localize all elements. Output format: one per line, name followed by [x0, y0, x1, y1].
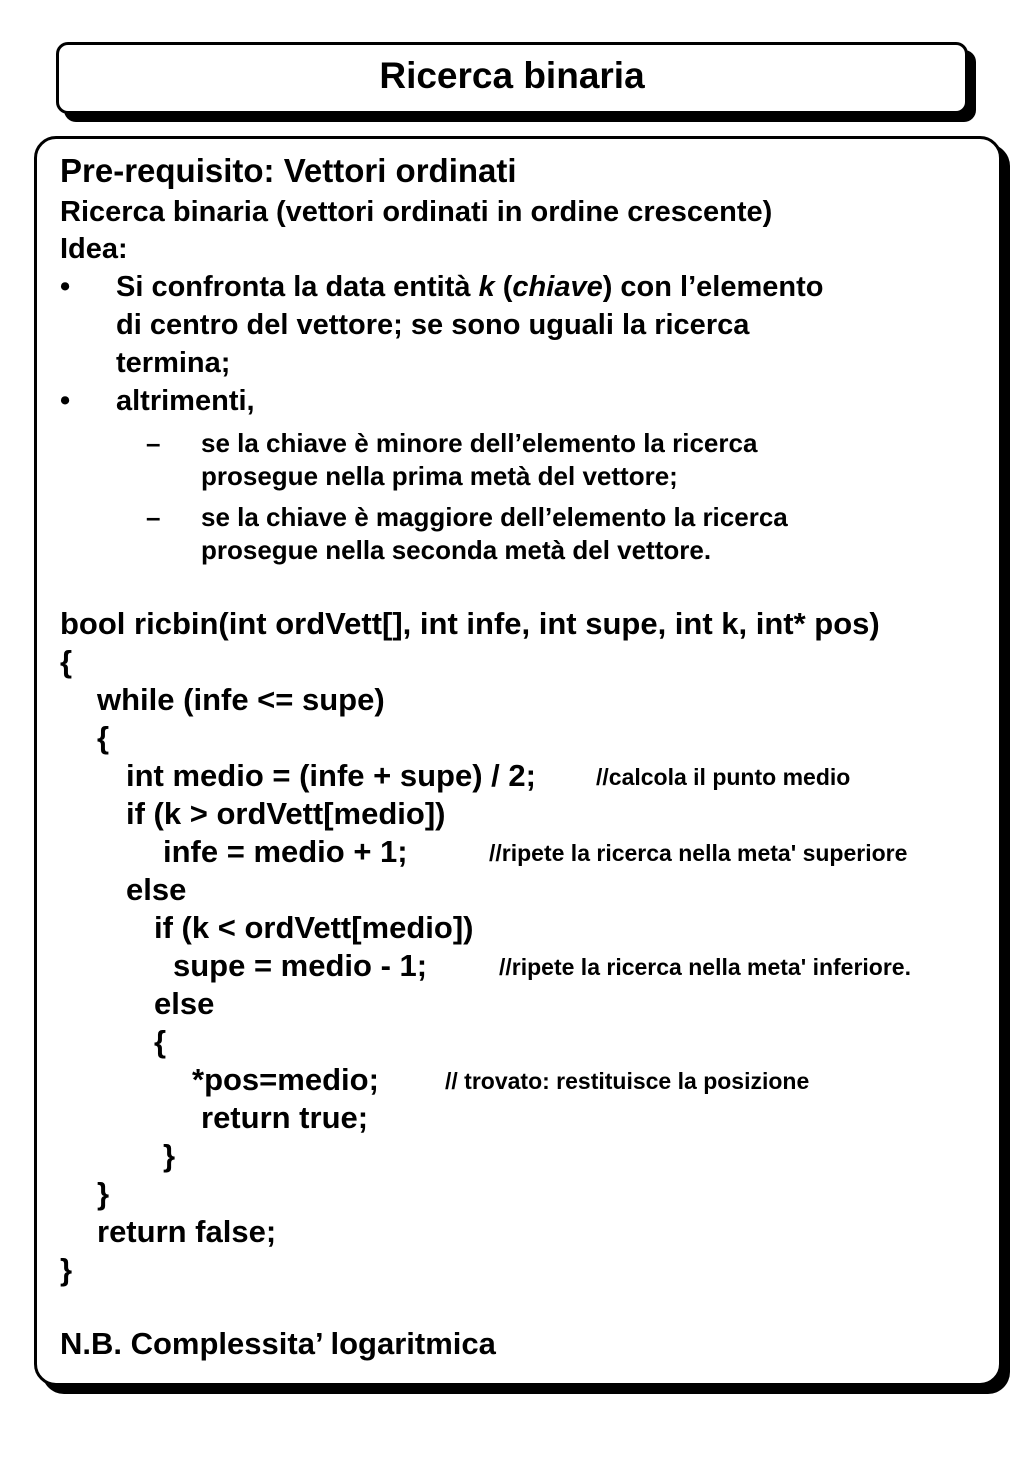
- code-line-10: supe = medio - 1;: [173, 948, 428, 983]
- sub-bullet-2-line-1: se la chiave è maggiore dell’elemento la ricerca: [201, 502, 788, 532]
- bullet-1-text-a: Si confronta la data entità: [116, 271, 479, 303]
- code-line-8: else: [126, 872, 187, 907]
- code-line-4: {: [97, 720, 110, 755]
- code-line-18: }: [60, 1252, 73, 1287]
- slide-title-box: [56, 42, 968, 114]
- bullet-1-k: k: [478, 271, 495, 303]
- bullet-1-line-2: di centro del vettore; se sono uguali la ricerca: [116, 309, 750, 341]
- bullet-1-text-b: ) con l’elemento: [602, 271, 824, 303]
- bullet-1-line-3: termina;: [116, 347, 231, 379]
- bullet-1-chiave: chiave: [512, 271, 603, 303]
- code-comment-10: //ripete la ricerca nella meta' inferiore.: [499, 954, 911, 980]
- bullet-marker-1: •: [60, 271, 71, 303]
- sub-bullet-1-line-1: se la chiave è minore dell’elemento la ricerca: [201, 428, 758, 458]
- code-line-6: if (k > ordVett[medio]): [126, 796, 446, 831]
- bullet-2: altrimenti,: [116, 385, 255, 417]
- dash-marker-2: –: [146, 502, 161, 532]
- code-comment-5: //calcola il punto medio: [596, 764, 851, 790]
- code-line-5: int medio = (infe + supe) / 2;: [126, 758, 536, 793]
- subheading: Ricerca binaria (vettori ordinati in ordine crescente): [60, 196, 773, 228]
- footer-note: N.B. Complessita’ logaritmica: [60, 1326, 496, 1361]
- bullet-1-line-1: [116, 273, 823, 302]
- prerequisite-heading: Pre-requisito: Vettori ordinati: [60, 152, 517, 189]
- bullet-1-paren: (: [494, 271, 513, 303]
- code-line-14: return true;: [201, 1100, 369, 1135]
- code-line-17: return false;: [97, 1214, 277, 1249]
- sub-bullet-2-line-2: prosegue nella seconda metà del vettore.: [201, 535, 712, 565]
- code-line-13: *pos=medio;: [192, 1062, 379, 1097]
- code-line-16: }: [97, 1176, 110, 1211]
- code-line-1: bool ricbin(int ordVett[], int infe, int supe, int k, int* pos): [60, 606, 880, 641]
- code-line-9: if (k < ordVett[medio]): [154, 910, 474, 945]
- dash-marker-1: –: [146, 428, 161, 458]
- idea-label: Idea:: [60, 233, 128, 265]
- code-line-2: {: [60, 644, 73, 679]
- slide-title: Ricerca binaria: [379, 55, 645, 96]
- code-line-12: {: [154, 1024, 167, 1059]
- code-line-15: }: [163, 1138, 176, 1173]
- code-line-11: else: [154, 986, 215, 1021]
- code-comment-7: //ripete la ricerca nella meta' superiore: [489, 840, 908, 866]
- code-line-7: infe = medio + 1;: [163, 834, 408, 869]
- bullet-marker-2: •: [60, 385, 71, 417]
- code-line-3: while (infe <= supe): [97, 682, 385, 717]
- code-comment-13: // trovato: restituisce la posizione: [445, 1068, 810, 1094]
- sub-bullet-1-line-2: prosegue nella prima metà del vettore;: [201, 461, 678, 491]
